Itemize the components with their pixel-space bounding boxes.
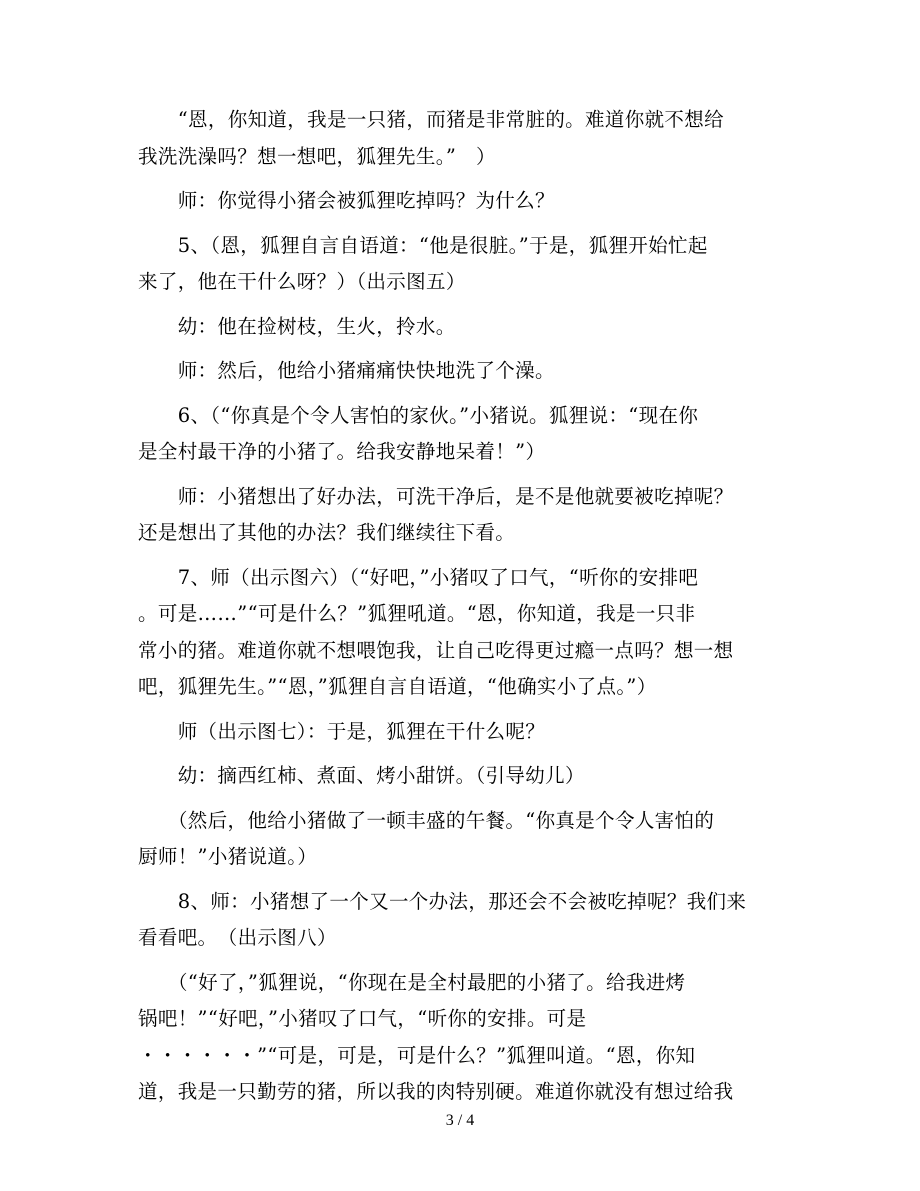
paragraph-line: 。可是……”“可是什么？”狐狸吼道。“恩，你知道，我是一只非: [138, 602, 696, 625]
paragraph-line: 师：小猪想出了好办法，可洗干净后，是不是他就要被吃掉呢？: [138, 484, 734, 508]
paragraph: [138, 183, 782, 220]
paragraph: [138, 560, 782, 706]
paragraph-line: 是全村最干净的小猪了。给我安静地呆着！”）: [138, 440, 546, 463]
paragraph-line: 幼：摘西红柿、煮面、烤小甜饼。（引导幼儿）: [138, 764, 585, 787]
paragraph: [138, 398, 782, 471]
paragraph-line: 我洗洗澡吗？想一想吧，狐狸先生。” ）: [138, 144, 496, 168]
paragraph-line: 来了，他在干什么呀？）（出示图五）: [138, 270, 466, 293]
paragraph-line: 师：你觉得小猪会被狐狸吃掉吗？为什么？: [138, 189, 555, 212]
paragraph-line: （然后，他给小猪做了一顿丰盛的午餐。“你真是个令人害怕的: [138, 808, 715, 832]
paragraph: [138, 353, 782, 390]
paragraph: [138, 714, 782, 751]
paragraph-line: 常小的猪。难道你就不想喂饱我，让自己吃得更过瘾一点吗？想一想: [138, 638, 734, 662]
paragraph-line: 看看吧。 （出示图八）: [138, 926, 337, 949]
paragraph-line: 5、（恩，狐狸自言自语道：“他是很脏。”于是，狐狸开始忙起: [138, 233, 708, 257]
paragraph: [138, 309, 782, 346]
paragraph: [138, 228, 782, 301]
paragraph-line: 锅吧！”“好吧，”小猪叹了口气，“听你的安排。可是: [138, 1007, 587, 1030]
paragraph-line: 还是想出了其他的办法？我们继续往下看。: [138, 521, 516, 544]
paragraph-line: 7、师（出示图六）（“好吧，”小猪叹了口气，“听你的安排吧: [138, 565, 699, 589]
document-body: [138, 102, 782, 1111]
paragraph: [138, 884, 782, 957]
paragraph-line: 吧，狐狸先生。”“恩，”狐狸自言自语道，“他确实小了点。”）: [138, 675, 657, 698]
paragraph-line: 8、师：小猪想了一个又一个办法，那还会不会被吃掉呢？我们来: [138, 889, 747, 913]
paragraph-line: “恩，你知道，我是一只猪，而猪是非常脏的。难道你就不想给: [138, 108, 724, 131]
paragraph-line: 厨师！”小猪说道。）: [138, 845, 318, 868]
paragraph-line: ・・・・・・”“可是，可是，可是什么？”狐狸叫道。“恩，你知: [138, 1043, 696, 1067]
paragraph-line: （“好了，”狐狸说，“你现在是全村最肥的小猪了。给我进烤: [138, 970, 686, 994]
paragraph-line: 师：然后，他给小猪痛痛快快地洗了个澡。: [138, 359, 555, 382]
paragraph-line: 道，我是一只勤劳的猪，所以我的肉特别硬。难道你就没有想过给我: [138, 1080, 734, 1103]
paragraph: [138, 803, 782, 876]
paragraph: [138, 479, 782, 552]
page-number: 3 / 4: [445, 1112, 475, 1129]
paragraph: [138, 758, 782, 795]
paragraph-line: 幼：他在捡树枝，生火，拎水。: [138, 314, 456, 338]
paragraph: [138, 102, 782, 175]
paragraph: [138, 965, 782, 1111]
paragraph-line: 师（出示图七）：于是，狐狸在干什么呢？: [138, 719, 546, 743]
paragraph-line: 6、（“你真是个令人害怕的家伙。”小猪说。狐狸说：“现在你: [138, 403, 699, 427]
